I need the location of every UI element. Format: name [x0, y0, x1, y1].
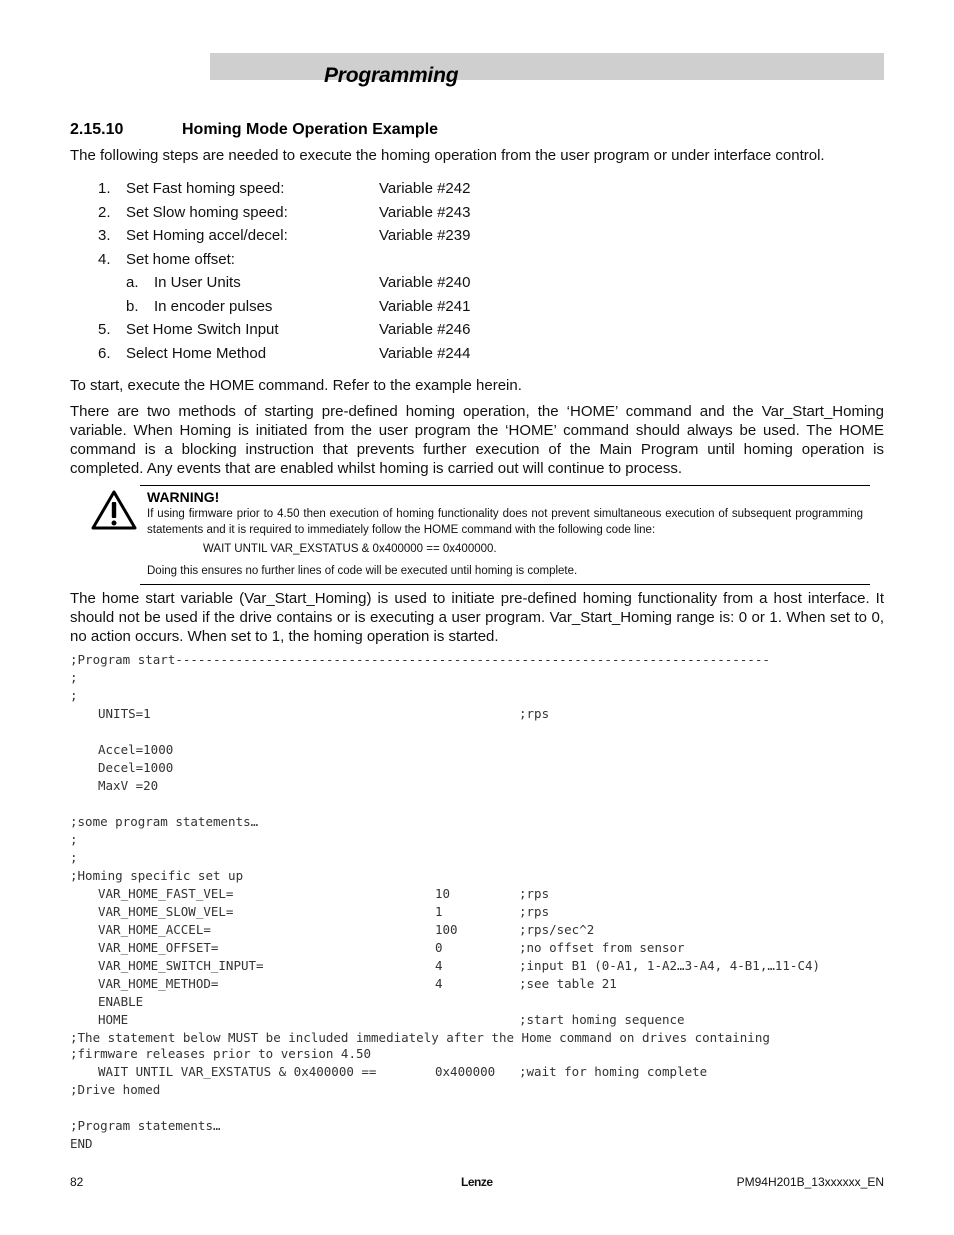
code-statement: ;: [70, 850, 78, 865]
code-line: [70, 669, 884, 687]
warning-rule-bottom: [140, 584, 870, 585]
to-start-paragraph: To start, execute the HOME command. Refer to the example herein.: [70, 377, 522, 394]
step-variable: Variable #244: [379, 344, 471, 362]
code-line: [70, 741, 884, 759]
code-line: [70, 795, 884, 813]
step-variable: Variable #246: [379, 321, 471, 338]
warning-icon: [90, 489, 138, 531]
step-variable: Variable #239: [379, 227, 471, 244]
code-statement: END: [70, 1136, 93, 1151]
code-statement: ;firmware releases prior to version 4.50: [70, 1046, 372, 1061]
code-line: [70, 1063, 884, 1081]
step-variable: Variable #243: [379, 203, 471, 221]
section-title: Homing Mode Operation Example: [182, 121, 439, 138]
code-line: [70, 1045, 884, 1063]
code-comment: ;start homing sequence: [519, 1012, 685, 1027]
step-item: [0, 179, 600, 199]
code-line: [70, 813, 884, 831]
code-line: [70, 867, 884, 885]
footer-document-id: PM94H201B_13xxxxxx_EN: [736, 1175, 884, 1189]
code-line: [70, 705, 884, 723]
code-line: [70, 939, 884, 957]
warning-after-text: Doing this ensures no further lines of code will be executed until homing is complete.: [147, 565, 578, 577]
step-item: [0, 250, 600, 270]
step-number: 1.: [98, 180, 111, 197]
code-comment: ;rps: [519, 886, 550, 901]
step-number: 5.: [98, 321, 111, 338]
code-comment: ;no offset from sensor: [519, 940, 685, 955]
section-number: 2.15.10: [70, 121, 124, 138]
warning-rule-top: [140, 485, 870, 486]
home-start-paragraph: The home start variable (Var_Start_Homing) is used to initiate pre-defined homing functionality from a host interface. It should not be used if the drive contains or is executing a user program. Var_Start_Homing range is: 0 or 1. When set to 0, no action occurs. When set to 1, the homing operation is started.: [70, 590, 884, 645]
code-statement: ;Drive homed: [70, 1082, 161, 1097]
step-label: Set Homing accel/decel:: [126, 227, 288, 244]
step-label: Set home offset:: [126, 250, 235, 268]
step-item: [0, 320, 600, 340]
chapter-title: Programming: [324, 64, 459, 87]
warning-title: WARNING!: [147, 489, 220, 505]
code-line: [70, 1011, 884, 1029]
code-statement: VAR_HOME_ACCEL=: [98, 922, 211, 937]
code-line: [70, 975, 884, 993]
code-comment: ;see table 21: [519, 976, 617, 991]
code-comment: ;input B1 (0-A1, 1-A2…3-A4, 4-B1,…11-C4): [519, 958, 821, 973]
step-item: [0, 273, 600, 293]
header-bar: [210, 53, 884, 80]
section-heading: [70, 121, 438, 139]
footer-brand-logo: Lenze: [461, 1175, 493, 1189]
code-statement: MaxV =20: [98, 778, 159, 793]
step-number: 4.: [98, 250, 111, 268]
code-statement: ENABLE: [98, 994, 144, 1009]
code-statement: ;: [70, 670, 78, 685]
step-number: 6.: [98, 344, 111, 362]
step-variable: Variable #242: [379, 180, 471, 197]
code-value: 4: [435, 958, 443, 973]
code-line: [70, 723, 884, 741]
step-label: Select Home Method: [126, 344, 267, 362]
code-statement: ;The statement below MUST be included immediately after the Home command on drives containing: [70, 1030, 770, 1045]
step-item: [0, 203, 600, 223]
code-line: [70, 831, 884, 849]
code-line: [70, 921, 884, 939]
code-statement: ;some program statements…: [70, 814, 259, 829]
code-line: [70, 777, 884, 795]
code-comment: ;rps: [519, 904, 550, 919]
step-item: [0, 226, 600, 246]
code-line: [70, 993, 884, 1011]
code-value: 10: [435, 886, 451, 901]
code-value: 1: [435, 904, 443, 919]
intro-paragraph: The following steps are needed to execute the homing operation from the user program or under interface control.: [70, 147, 825, 164]
warning-code-line: WAIT UNTIL VAR_EXSTATUS & 0x400000 == 0x400000.: [203, 543, 497, 555]
code-value: 100: [435, 922, 458, 937]
code-line: [70, 957, 884, 975]
code-comment: ;rps: [519, 706, 550, 721]
code-statement: ;Program start-------------------------------------------------------------------------------: [70, 652, 770, 667]
code-comment: ;wait for homing complete: [519, 1064, 708, 1079]
step-label: Set Home Switch Input: [126, 321, 279, 338]
code-value: 0: [435, 940, 443, 955]
step-number: 2.: [98, 203, 111, 221]
code-value: 0x400000: [435, 1064, 496, 1079]
code-statement: VAR_HOME_OFFSET=: [98, 940, 219, 955]
code-statement: VAR_HOME_FAST_VEL=: [98, 886, 234, 901]
code-statement: WAIT UNTIL VAR_EXSTATUS & 0x400000 ==: [98, 1064, 377, 1079]
code-comment: ;rps/sec^2: [519, 922, 595, 937]
code-statement: ;Homing specific set up: [70, 868, 244, 883]
step-label: Set Slow homing speed:: [126, 203, 288, 221]
code-statement: ;Program statements…: [70, 1118, 221, 1133]
code-line: [70, 1081, 884, 1099]
step-label: Set Fast homing speed:: [126, 180, 285, 197]
step-number: 3.: [98, 227, 111, 244]
code-line: [70, 687, 884, 705]
methods-paragraph: There are two methods of starting pre-defined homing operation, the ‘HOME’ command and the Var_Start_Homing variable. When Homing is initiated from the user program the ‘HOME’ command should always be used. The HOME command is a blocking instruction that prevents further execution of the Main Program until homing operation is completed. Any events that are enabled whilst homing is carried out will continue to process.: [70, 403, 884, 477]
step-variable: Variable #241: [379, 297, 471, 315]
code-line: [70, 885, 884, 903]
code-statement: Accel=1000: [98, 742, 174, 757]
code-statement: HOME: [98, 1012, 129, 1027]
step-number: a.: [126, 274, 139, 291]
code-line: [70, 759, 884, 777]
code-statement: VAR_HOME_SWITCH_INPUT=: [98, 958, 264, 973]
step-item: [0, 297, 600, 317]
code-line: [70, 1099, 884, 1117]
code-statement: Decel=1000: [98, 760, 174, 775]
step-item: [0, 344, 600, 364]
step-number: b.: [126, 297, 139, 315]
code-value: 4: [435, 976, 443, 991]
code-statement: VAR_HOME_METHOD=: [98, 976, 219, 991]
step-label: In User Units: [154, 274, 241, 291]
code-line: [70, 903, 884, 921]
step-label: In encoder pulses: [154, 297, 273, 315]
footer-page-number: 82: [70, 1175, 84, 1189]
code-line: [70, 1135, 884, 1153]
code-line: [70, 1117, 884, 1135]
code-line: [70, 651, 884, 669]
warning-text: If using firmware prior to 4.50 then execution of homing functionality does not prevent simultaneous execution of subsequent programming statements and it is required to immediately follow the HOME command with the following code line:: [147, 508, 863, 536]
code-statement: ;: [70, 688, 78, 703]
step-variable: Variable #240: [379, 274, 471, 291]
code-line: [70, 849, 884, 867]
code-statement: UNITS=1: [98, 706, 151, 721]
code-statement: VAR_HOME_SLOW_VEL=: [98, 904, 234, 919]
code-statement: ;: [70, 832, 78, 847]
